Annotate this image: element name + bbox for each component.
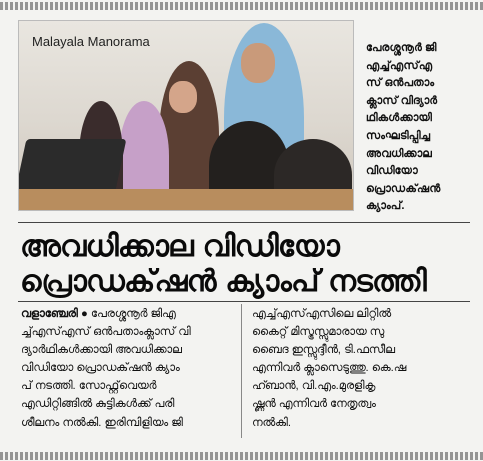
headline-line-1: അവധിക്കാല വിഡിയോ [20, 229, 339, 264]
photo-table [19, 189, 353, 211]
photo-caption [366, 40, 472, 216]
perforation-bottom [0, 452, 483, 460]
perforation-top [0, 2, 483, 10]
article-line [21, 305, 233, 323]
caption-line: പേരശ്ശനൂർ ജി [366, 42, 437, 54]
caption-line: ക്ലാസ് വിദ്യാർ [366, 94, 438, 107]
article-column-1 [21, 305, 233, 432]
photo-credit: Malayala Manorama [32, 34, 150, 49]
dateline: വളാഞ്ചേരി [21, 308, 78, 320]
caption-line: അവധിക്കാല [366, 147, 432, 160]
article-line: ദ്യാർഥികൾക്കായി അവധിക്കാല [21, 344, 182, 357]
caption-line: ക്യാംപ്. [366, 200, 405, 213]
article-line: എഡിറ്റിങ്ങിൽ കുട്ടികൾക്ക് പരി [21, 398, 175, 411]
headline-rule-bottom [18, 301, 470, 302]
article-line: ച്ച്എസ്എസ് ഒൻപതാംക്ലാസ് വി [21, 326, 191, 339]
photo-teacher-face [241, 43, 275, 83]
caption-line: സ് ഒൻപതാം [366, 77, 435, 90]
article-line: ശീലനം നൽകി. ഇരിമ്പിളിയം ജി [21, 416, 183, 429]
article-line: എച്ച്എസ്എസിലെ ലിറ്റിൽ [252, 308, 391, 320]
article-line: പ് നടത്തി. സോഫ്റ്റ്‌വെയർ [21, 380, 157, 393]
article-line: നൽകി. [252, 416, 291, 429]
caption-line: എച്ച്എസ്എ [366, 59, 433, 72]
column-divider [241, 304, 242, 438]
article-line: ഷ്ണൻ എന്നിവർ നേതൃത്വം [252, 398, 376, 411]
article-column-2 [252, 305, 466, 432]
headline-rule-top [18, 222, 470, 223]
headline-line-2: പ്രൊഡക്‌ഷൻ ക്യാംപ് നടത്തി [20, 264, 426, 299]
photo-student [169, 81, 197, 113]
caption-line: പ്രൊഡക്‌ഷൻ [366, 182, 441, 195]
caption-line: ഥികൾക്കായി [366, 112, 432, 125]
article-line: വിഡിയോ പ്രൊഡക്‌ഷൻ ക്യാം [21, 362, 180, 375]
caption-line: വിഡിയോ [366, 165, 418, 178]
article-line-rest: ● പേരശ്ശനൂർ ജിഎ [80, 308, 176, 320]
article-line: ഹ്ബാൻ, വി.എം.മുരളികൃ [252, 380, 376, 393]
caption-line: സംഘടിപ്പിച്ച [366, 129, 431, 142]
article-line: കൈറ്റ് മിസ്ട്രസ്സുമാരായ സു [252, 326, 385, 339]
article-line: എന്നിവർ ക്ലാസെടുത്തു. കെ.ഷ [252, 362, 407, 375]
article-line: ബൈദ ഇസ്സുദ്ദീൻ, ടി.ഫസീല [252, 344, 395, 357]
news-photo [18, 20, 354, 211]
